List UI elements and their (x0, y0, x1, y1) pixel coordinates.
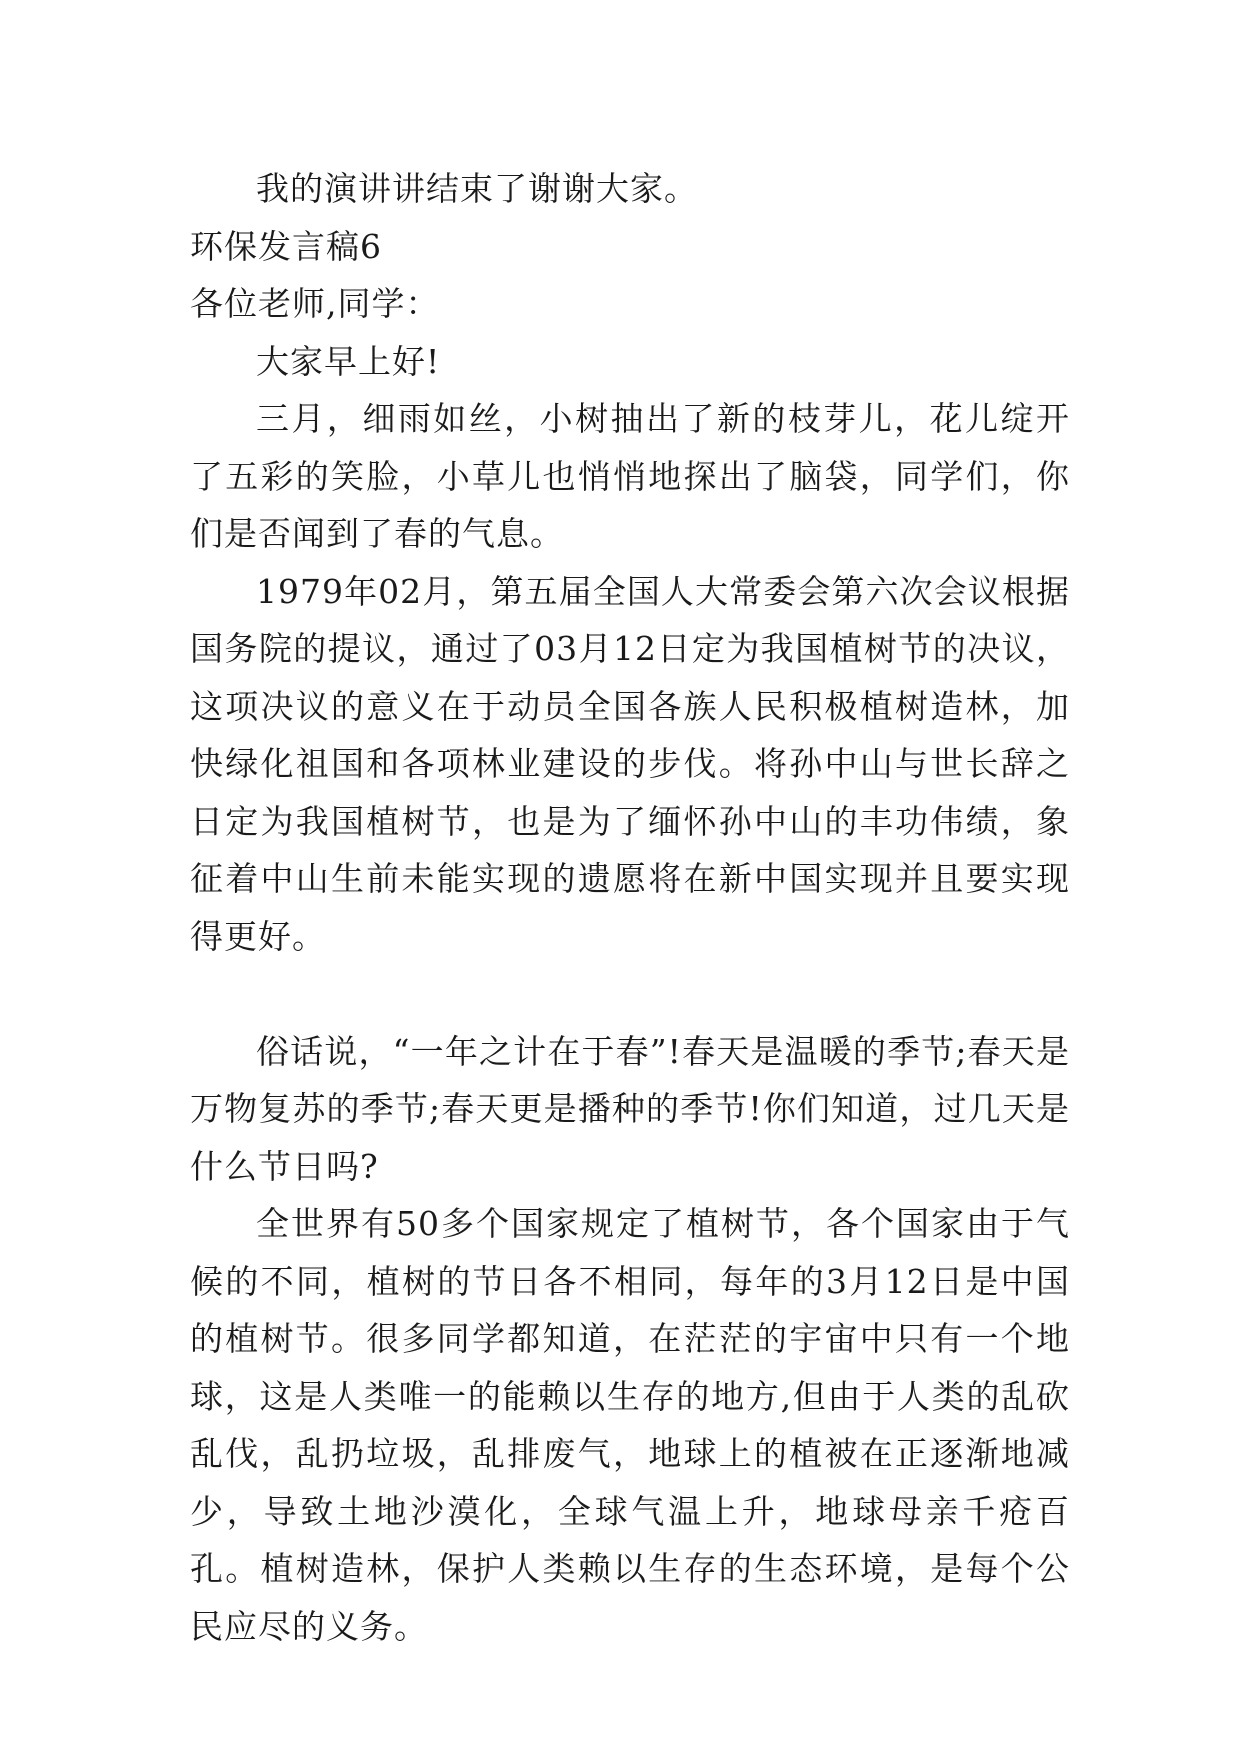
paragraph-march: 三月，细雨如丝，小树抽出了新的枝芽儿，花儿绽开了五彩的笑脸，小草儿也悄悄地探出了脑袋，同学们，你们是否闻到了春的气息。 (190, 399, 1070, 553)
paragraph-saying: 俗话说，“一年之计在于春”!春天是温暖的季节;春天是万物复苏的季节;春天更是播种的季节!你们知道，过几天是什么节日吗? (190, 1031, 1070, 1186)
paragraph-world: 全世界有50多个国家规定了植树节，各个国家由于气候的不同，植树的节日各不相同，每年的3月12日是中国的植树节。很多同学都知道，在茫茫的宇宙中只有一个地球，这是人类唯一的能赖以生存的地方,但由于人类的乱砍乱伐，乱扔垃圾，乱排废气，地球上的植被在正逐渐地减少，导致土地沙漠化，全球气温上升，地球母亲千疮百孔。植树造林，保护人类赖以生存的生态环境，是每个公民应尽的义务。 (190, 1204, 1070, 1646)
closing-line: 我的演讲讲结束了谢谢大家。 (256, 169, 698, 208)
greeting: 大家早上好! (256, 341, 441, 381)
paragraph-history: 1979年02月，第五届全国人大常委会第六次会议根据国务院的提议，通过了03月12日定为我国植树节的决议，这项决议的意义在于动员全国各族人民积极植树造林，加快绿化祖国和各项林业建设的步伐。将孙中山与世长辞之日定为我国植树节，也是为了缅怀孙中山的丰功伟绩，象征着中山生前未能实现的遗愿将在新中国实现并且要实现得更好。 (190, 571, 1070, 956)
salutation: 各位老师,同学： (190, 284, 440, 323)
document-body (190, 160, 1070, 1655)
section-title: 环保发言稿6 (190, 226, 382, 266)
